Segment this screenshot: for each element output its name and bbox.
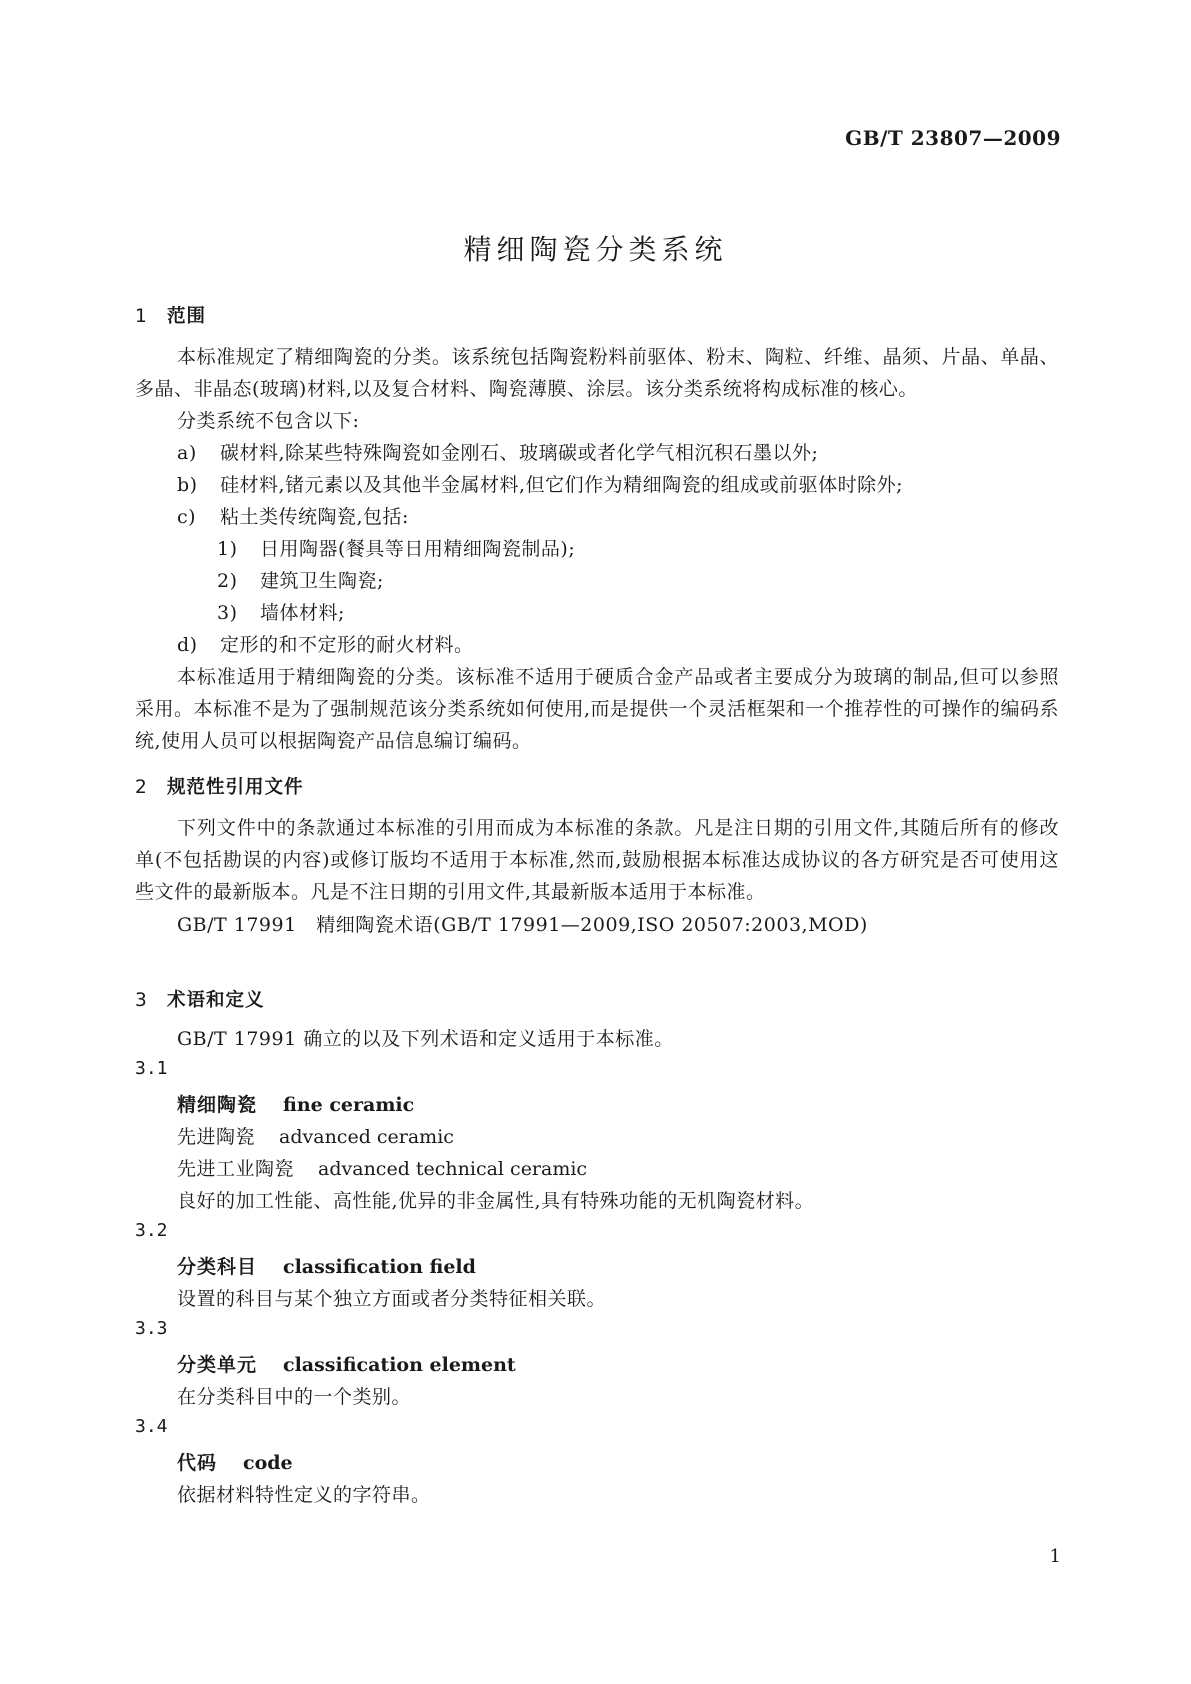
term-number: 3.1 [135,1058,168,1079]
section-3-paragraph: GB/T 17991 确立的以及下列术语和定义适用于本标准。 [177,1028,674,1050]
term-chinese: 精细陶瓷 [177,1094,258,1116]
term-synonym [177,1122,454,1149]
term-chinese: 分类科目 [177,1256,258,1278]
term-english: classification element [283,1354,516,1376]
section-title: 规范性引用文件 [167,777,304,798]
term-definition: 在分类科目中的一个类别。 [177,1386,412,1408]
term-definition: 设置的科目与某个独立方面或者分类特征相关联。 [177,1288,607,1310]
term-synonym-chinese: 先进陶瓷 [177,1126,256,1148]
term-entry [177,1350,516,1377]
list-item [177,469,903,501]
section-2-paragraph: 下列文件中的条款通过本标准的引用而成为本标准的条款。凡是注日期的引用文件,其随后所有的修改单(不包括勘误的内容)或修订版均不适用于本标准,然而,鼓励根据本标准达成协议的各方研究是否可使用这些文件的最新版本。凡是不注日期的引用文件,其最新版本适用于本标准。 [135,817,1059,903]
list-item-text: 墙体材料; [260,602,345,624]
list-item-text: 建筑卫生陶瓷; [260,570,384,592]
term-synonym-chinese: 先进工业陶瓷 [177,1158,295,1180]
list-marker: c) [177,506,197,528]
section-title: 范围 [167,306,207,327]
list-item-text: 日用陶器(餐具等日用精细陶瓷制品); [260,538,576,560]
list-item [177,629,474,661]
list-marker: d) [177,634,198,656]
term-chinese: 分类单元 [177,1354,258,1376]
term-english: classification field [283,1256,476,1278]
list-item [177,437,818,469]
term-number: 3.3 [135,1318,168,1339]
list-item [177,501,409,533]
document-title: 精细陶瓷分类系统 [463,233,728,266]
term-synonym-english: advanced ceramic [279,1126,454,1148]
term-number: 3.4 [135,1416,168,1437]
section-number: 2 [135,777,148,798]
list-item-text: 定形的和不定形的耐火材料。 [220,634,474,656]
section-1-paragraph-applicability: 本标准适用于精细陶瓷的分类。该标准不适用于硬质合金产品或者主要成分为玻璃的制品,但可以参照采用。本标准不是为了强制规范该分类系统如何使用,而是提供一个灵活框架和一个推荐性的可操作的编码系统,使用人员可以根据陶瓷产品信息编订编码。 [135,666,1059,752]
sub-list-item [217,533,575,565]
exclusion-intro: 分类系统不包含以下: [177,410,360,432]
section-1-heading [135,302,206,328]
section-3-heading [135,986,265,1012]
list-item-text: 粘土类传统陶瓷,包括: [220,506,409,528]
section-number: 1 [135,306,148,327]
term-entry [177,1252,476,1279]
term-synonym-english: advanced technical ceramic [318,1158,588,1180]
term-chinese: 代码 [177,1452,218,1474]
section-2-heading [135,773,304,799]
term-definition: 良好的加工性能、高性能,优异的非金属性,具有特殊功能的无机陶瓷材料。 [177,1190,815,1212]
list-item-text: 硅材料,锗元素以及其他半金属材料,但它们作为精细陶瓷的组成或前驱体时除外; [220,474,903,496]
term-definition: 依据材料特性定义的字符串。 [177,1484,431,1506]
list-marker: b) [177,474,198,496]
sub-list-item [217,597,345,629]
normative-reference: GB/T 17991 精细陶瓷术语(GB/T 17991—2009,ISO 20507:2003,MOD) [177,914,868,936]
term-entry [177,1090,414,1117]
term-english: code [243,1452,293,1474]
list-item-text: 碳材料,除某些特殊陶瓷如金刚石、玻璃碳或者化学气相沉积石墨以外; [220,442,819,464]
term-synonym [177,1154,587,1181]
section-1-paragraph-scope: 本标准规定了精细陶瓷的分类。该系统包括陶瓷粉料前驱体、粉末、陶粒、纤维、晶须、片晶、单晶、多晶、非晶态(玻璃)材料,以及复合材料、陶瓷薄膜、涂层。该分类系统将构成标准的核心。 [135,346,1059,400]
sub-list-item [217,565,384,597]
list-marker: 2) [217,570,238,592]
list-marker: 3) [217,602,238,624]
page-number: 1 [1049,1546,1061,1567]
section-number: 3 [135,990,148,1011]
term-entry [177,1448,293,1475]
list-marker: a) [177,442,197,464]
term-english: fine ceramic [283,1094,415,1116]
section-title: 术语和定义 [167,990,265,1011]
list-marker: 1) [217,538,238,560]
standard-code: GB/T 23807—2009 [845,126,1061,150]
term-number: 3.2 [135,1220,168,1241]
